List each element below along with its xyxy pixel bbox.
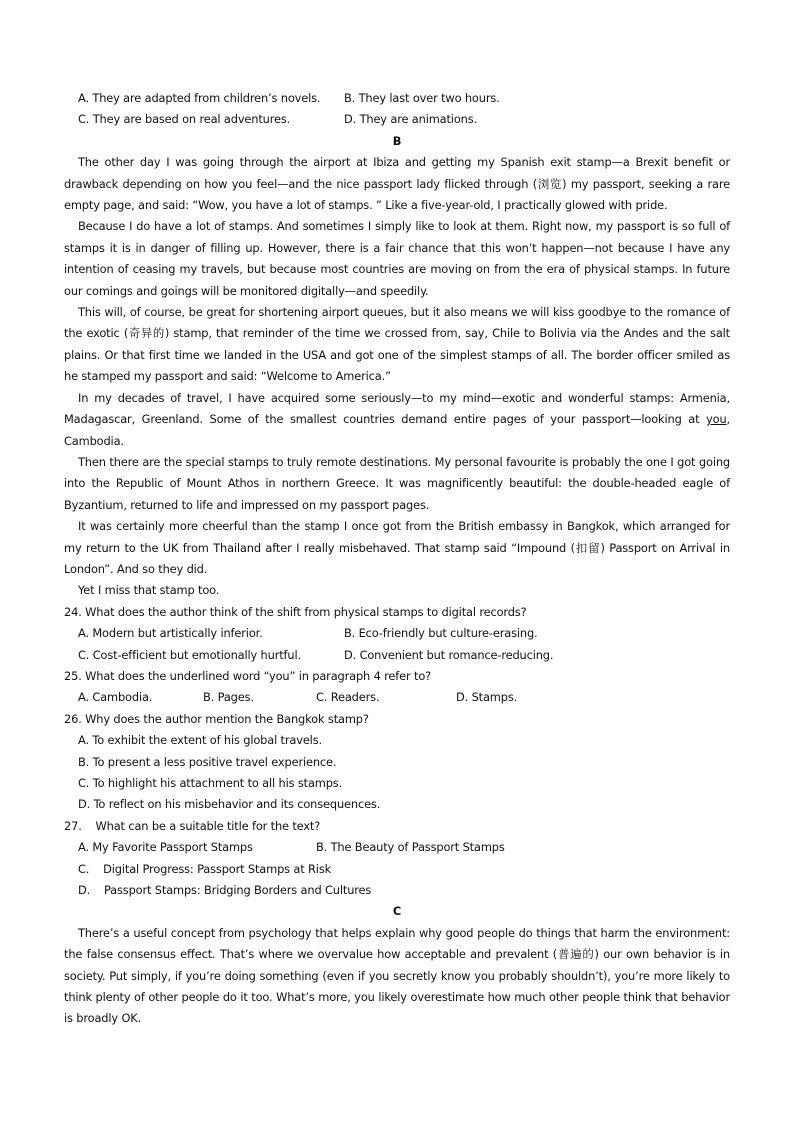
question-25-stem: 25. What does the underlined word “you” in paragraph 4 refer to? bbox=[64, 668, 432, 683]
q26-option-c: C. To highlight his attachment to all his stamps. bbox=[78, 776, 343, 790]
prev-option-a: A. They are adapted from children’s novels. bbox=[78, 91, 321, 105]
passage-b-paragraph-1: The other day I was going through the airport at Ibiza and getting my Spanish exit stamp—a Brexit benefit or drawback depending on how you feel—and the nice passport lady flicked through (浏览) my passport, seeking a rare empty page, and said: “Wow, you have a lot of stamps. ” Like a five-year-old, I practically glowed with pride. bbox=[64, 155, 730, 213]
question-24-stem: 24. What does the author think of the shift from physical stamps to digital records? bbox=[64, 604, 527, 619]
prev-option-d: D. They are animations. bbox=[344, 112, 477, 127]
section-b-heading: B bbox=[392, 133, 402, 148]
question-24-options-row-2 bbox=[64, 645, 730, 666]
q25-option-b: B. Pages. bbox=[203, 690, 254, 705]
prev-options-row-1 bbox=[64, 88, 730, 109]
question-26-stem: 26. Why does the author mention the Bangkok stamp? bbox=[64, 711, 369, 726]
exam-page bbox=[64, 88, 730, 1030]
underlined-word-you: you bbox=[706, 412, 727, 427]
q27-option-b: B. The Beauty of Passport Stamps bbox=[316, 840, 505, 855]
q25-option-c: C. Readers. bbox=[316, 690, 380, 705]
passage-b-paragraph-3: This will, of course, be great for shortening airport queues, but it also means we will kiss goodbye to the romance of the exotic (奇异的) stamp, that reminder of the time we crossed from, say, Chile to Bolivia via the Andes and the salt plains. Or that first time we landed in the USA and got one of the simplest stamps of all. The border officer smiled as he stamped my passport and said: “Welcome to America.” bbox=[64, 305, 730, 384]
q26-option-b: B. To present a less positive travel experience. bbox=[78, 754, 337, 769]
section-c-heading: C bbox=[392, 904, 402, 919]
prev-options-row-2 bbox=[64, 109, 730, 130]
q27-option-d: D. Passport Stamps: Bridging Borders and Cultures bbox=[78, 883, 372, 898]
passage-b-paragraph-5: Then there are the special stamps to truly remote destinations. My personal favourite is probably the one I got going into the Republic of Mount Athos in northern Greece. It was magnificently beautiful: the double-headed eagle of Byzantium, returned to life and impressed on my passport pages. bbox=[64, 454, 730, 512]
question-24-options-row-1 bbox=[64, 623, 730, 644]
q26-option-d: D. To reflect on his misbehavior and its consequences. bbox=[78, 797, 381, 812]
question-25-options-row bbox=[64, 687, 730, 708]
question-27-options-row-1 bbox=[64, 837, 730, 858]
question-27-stem: 27. What can be a suitable title for the text? bbox=[64, 818, 321, 833]
passage-b-paragraph-4 bbox=[64, 388, 730, 452]
paragraph-4-text-end: , Cambodia. bbox=[64, 412, 730, 448]
q24-option-a: A. Modern but artistically inferior. bbox=[78, 626, 263, 641]
q26-option-a: A. To exhibit the extent of his global travels. bbox=[78, 733, 322, 748]
passage-b-paragraph-7: Yet I miss that stamp too. bbox=[78, 583, 220, 598]
q27-option-a: A. My Favorite Passport Stamps bbox=[78, 840, 253, 855]
passage-c-paragraph-1: There’s a useful concept from psychology that helps explain why good people do things that harm the environment: the false consensus effect. That’s where we overvalue how acceptable and prevalent (普遍的) our own behavior is in society. Put simply, if you’re doing something (even if you secretly know you probably shouldn’t), you’re more likely to think plenty of other people do it too. What’s more, you likely overestimate how much other people think that behavior is broadly OK. bbox=[64, 925, 730, 1026]
q25-option-d: D. Stamps. bbox=[456, 690, 518, 705]
paragraph-4-text-start: In my decades of travel, I have acquired some seriously—to my mind—exotic and wonderful stamps: Armenia, Madagascar, Greenland. Some of the smallest countries demand entire pages of your passport—looking at bbox=[64, 390, 730, 427]
q24-option-c: C. Cost-efficient but emotionally hurtful. bbox=[78, 647, 301, 662]
prev-option-b: B. They last over two hours. bbox=[344, 91, 500, 105]
passage-b-paragraph-2: Because I do have a lot of stamps. And sometimes I simply like to look at them. Right now, my passport is so full of stamps it is in danger of filling up. However, there is a fair chance that this won’t happen—not because I have any intention of ceasing my travels, but because most countries are moving on from the era of physical stamps. In future our comings and goings will be monitored digitally—and speedily. bbox=[64, 219, 730, 298]
q24-option-b: B. Eco-friendly but culture-erasing. bbox=[344, 626, 538, 641]
passage-b-paragraph-6: It was certainly more cheerful than the stamp I once got from the British embassy in Bangkok, which arranged for my return to the UK from Thailand after I really misbehaved. That stamp said “Impound (扣留) Passport on Arrival in London”. And so they did. bbox=[64, 519, 730, 576]
q24-option-d: D. Convenient but romance-reducing. bbox=[344, 647, 554, 662]
q27-option-c: C. Digital Progress: Passport Stamps at Risk bbox=[78, 861, 332, 876]
q25-option-a: A. Cambodia. bbox=[78, 690, 153, 705]
prev-option-c: C. They are based on real adventures. bbox=[78, 112, 291, 127]
